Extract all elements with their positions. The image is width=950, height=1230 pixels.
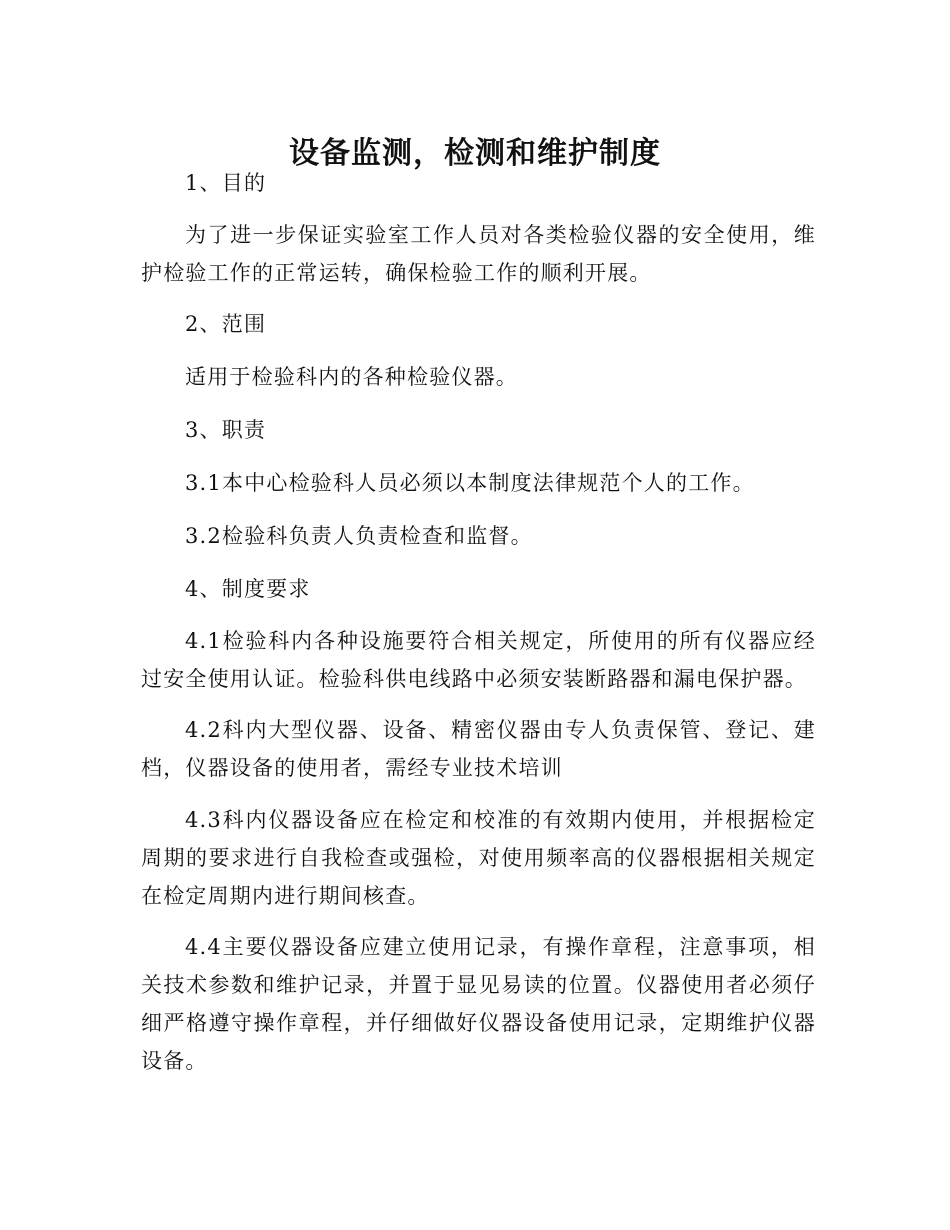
section-heading-responsibility: 3、职责 (185, 418, 267, 442)
section-heading-requirements: 4、制度要求 (185, 577, 311, 601)
page-title: 设备监测，检测和维护制度 (289, 136, 661, 172)
paragraph-requirement-4-4: 4.4主要仪器设备应建立使用记录，有操作章程，注意事项，相关技术参数和维护记录，并置于显见易读的位置。仪器使用者必须仔细严格遵守操作章程，并仔细做好仪器设备使用记录，定期维护仪器设备。 (141, 935, 816, 1073)
section-heading-purpose: 1、目的 (185, 171, 267, 195)
section-heading-scope: 2、范围 (185, 312, 267, 336)
paragraph-responsibility-3-1: 3.1本中心检验科人员必须以本制度法律规范个人的工作。 (185, 471, 755, 495)
paragraph-scope: 适用于检验科内的各种检验仪器。 (185, 365, 518, 389)
paragraph-requirement-4-2: 4.2科内大型仪器、设备、精密仪器由专人负责保管、登记、建档，仪器设备的使用者，需经专业技术培训 (141, 718, 816, 780)
paragraph-requirement-4-1: 4.1检验科内各种设施要符合相关规定，所使用的所有仪器应经过安全使用认证。检验科供电线路中必须安装断路器和漏电保护器。 (141, 629, 816, 691)
paragraph-purpose: 为了进一步保证实验室工作人员对各类检验仪器的安全使用，维护检验工作的正常运转，确保检验工作的顺利开展。 (141, 223, 816, 285)
paragraph-responsibility-3-2: 3.2检验科负责人负责检查和监督。 (185, 524, 533, 548)
paragraph-requirement-4-3: 4.3科内仪器设备应在检定和校准的有效期内使用，并根据检定周期的要求进行自我检查或强检，对使用频率高的仪器根据相关规定在检定周期内进行期间核查。 (141, 808, 816, 908)
